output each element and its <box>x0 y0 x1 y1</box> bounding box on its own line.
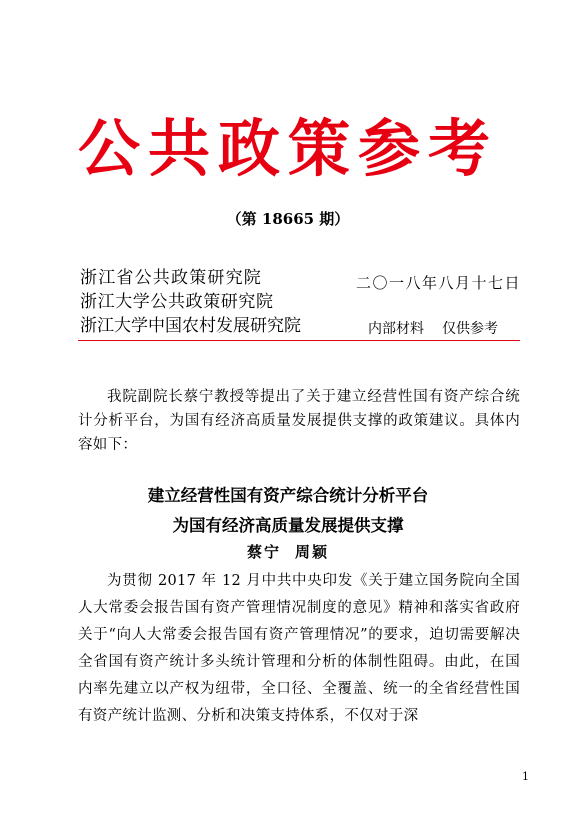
intro-paragraph: 我院副院长蔡宁教授等提出了关于建立经营性国有资产综合统计分析平台，为国有经济高质量发展提供支撑的政策建议。具体内容如下： <box>78 389 520 453</box>
publisher-org-1: 浙江省公共政策研究院 <box>80 268 262 288</box>
article-title-line-1: 建立经营性国有资产综合统计分析平台 <box>147 486 429 505</box>
page-number: 1 <box>522 770 529 783</box>
issue-number: （第 18665 期） <box>226 210 350 228</box>
author-1: 蔡宁 <box>246 543 281 561</box>
header-divider <box>78 340 520 341</box>
author-2: 周颖 <box>295 543 330 561</box>
article-body: 为贯彻 2017 年 12 月中共中央印发《关于建立国务院向全国人大常委会报告国有资产管理情况制度的意见》精神和落实省政府关于“向人大常委会报告国有资产管理情况”的要求，迫切需要解决全省国有资产统计多头统计管理和分析的体制性阻碍。由此，在国内率先建立以产权为纽带，全口径、全覆盖、统一的全省经营性国有资产统计监测、分析和决策支持体系，不仅对于深 <box>78 573 520 724</box>
classification-internal: 内部材料 <box>368 321 424 337</box>
classification-label <box>368 318 498 338</box>
publication-title: 公共政策参考 <box>77 112 498 185</box>
classification-reference-only: 仅供参考 <box>442 321 498 337</box>
publish-date: 二〇一八年八月十七日 <box>356 274 522 292</box>
publisher-org-2: 浙江大学公共政策研究院 <box>80 292 274 312</box>
publisher-org-3: 浙江大学中国农村发展研究院 <box>80 316 301 336</box>
article-title-line-2: 为国有经济高质量发展提供支撑 <box>172 516 404 535</box>
article-authors <box>0 541 576 562</box>
